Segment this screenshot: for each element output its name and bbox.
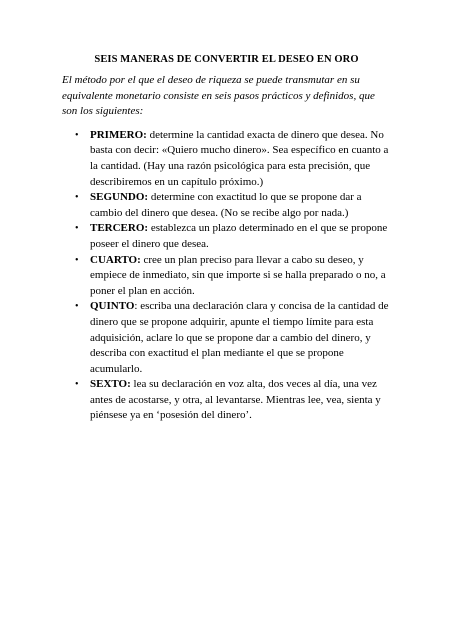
steps-list — [62, 128, 391, 424]
bullet-icon: • — [75, 223, 79, 235]
list-item-sexto — [75, 377, 391, 424]
list-item-tercero — [75, 221, 391, 252]
step-label: TERCERO: — [90, 222, 149, 235]
bullet-icon: • — [75, 192, 79, 204]
bullet-icon: • — [75, 301, 79, 313]
bullet-icon: • — [75, 129, 79, 141]
bullet-icon: • — [75, 379, 79, 391]
step-text: determine la cantidad exacta de dinero que desea. No basta con decir: «Quiero mucho dinero». Sea específico en cuanto a la cantidad. (Hay una razón psicológica para esta precisión, que describiremos en un capítulo próximo.) — [90, 128, 389, 188]
list-item-primero — [75, 128, 391, 190]
step-text: cree un plan preciso para llevar a cabo su deseo, y empiece de inmediato, sin que importe si se halla preparado o no, a poner el plan en acción. — [90, 253, 386, 297]
list-item-cuarto — [75, 253, 391, 300]
list-item-quinto — [75, 299, 391, 377]
step-text: determine con exactitud lo que se propone dar a cambio del dinero que desea. (No se recibe algo por nada.) — [90, 191, 362, 219]
step-text: lea su declaración en voz alta, dos veces al día, una vez antes de acostarse, y otra, al levantarse. Mientras lee, vea, sienta y piénsese ya en ‘posesión del dinero’. — [90, 378, 381, 422]
step-label: SEGUNDO: — [90, 191, 149, 204]
step-text: establezca un plazo determinado en el que se propone poseer el dinero que desea. — [90, 222, 388, 250]
bullet-icon: • — [75, 254, 79, 266]
step-label: PRIMERO: — [90, 128, 147, 141]
step-label: CUARTO: — [90, 253, 141, 266]
list-item-segundo — [75, 190, 391, 221]
step-text: : escriba una declaración clara y concisa de la cantidad de dinero que se propone adquirir, apunte el tiempo límite para esta adquisición, aclare lo que se propone dar a cambio del dinero, y describa con exactitud el plan mediante el que se propone acumularlo. — [90, 300, 389, 375]
intro-paragraph: El método por el que el deseo de riqueza se puede transmutar en su equivalente monetario consiste en seis pasos prácticos y definidos, que son los siguientes: — [62, 74, 375, 118]
step-label: SEXTO: — [90, 378, 131, 391]
document-title: SEIS MANERAS DE CONVERTIR EL DESEO EN ORO — [94, 54, 359, 65]
step-label: QUINTO — [90, 300, 135, 313]
